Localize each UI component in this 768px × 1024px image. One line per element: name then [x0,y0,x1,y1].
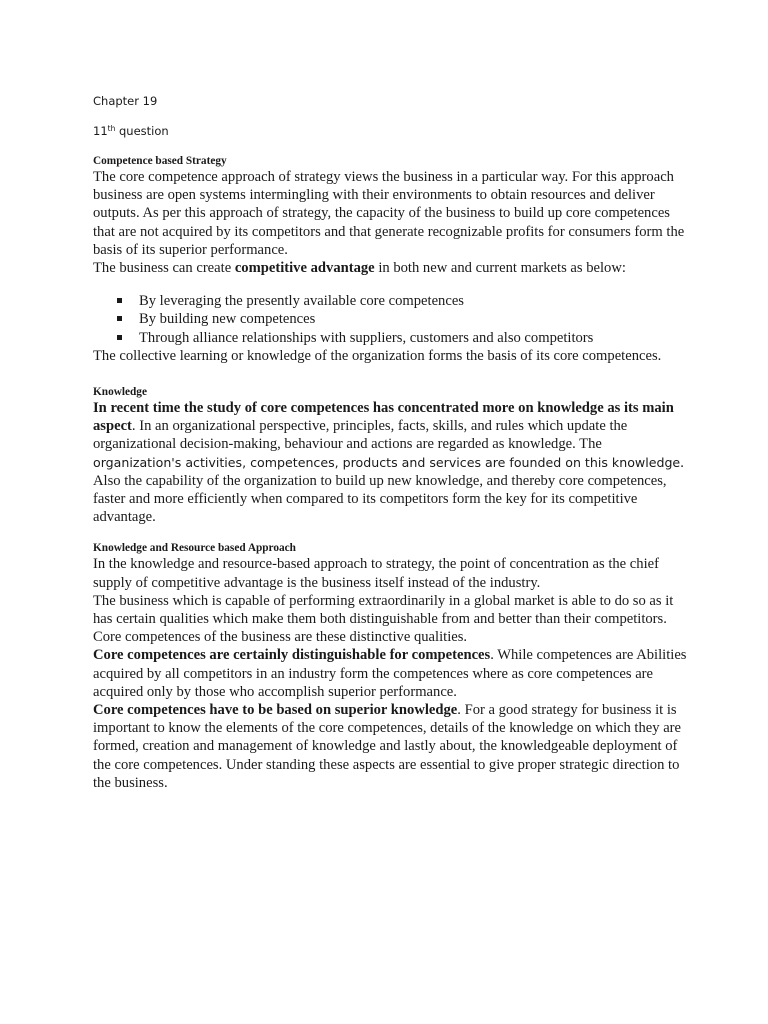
paragraph-global-market: The business which is capable of performing extraordinarily in a global market is able to do so as it has certain qualities which make them both distinguishable from and better than their competitors. Core competences of the business are these distinctive qualities. [93,592,674,646]
list-item [93,292,693,310]
paragraph-knowledge [93,399,693,526]
question-number: 11 [93,124,108,138]
paragraph-text-sans: organization's activities, competences, products and services are founded on this knowledge [93,454,681,470]
paragraph-distinguishable [93,646,693,701]
list-item [93,329,693,347]
paragraph-resource-based-approach: In the knowledge and resource-based approach to strategy, the point of concentration as the chief supply of competitive advantage is the business itself instead of the industry. [93,556,659,591]
paragraph-text: . While competences are Abilities acquired by all competitors in an industry form the competences where as core competences are acquired only by those who accomplish superior performance. [93,647,687,700]
chapter-title: Chapter 19 [93,94,158,108]
bullet-list [93,292,693,347]
question-label [93,123,693,139]
paragraph-text: . In an organizational perspective, principles, facts, skills, and rules which update the organizational decision-making, behaviour and actions are regarded as knowledge. The [93,418,628,453]
list-item-text: Through alliance relationships with suppliers, customers and also competitors [139,329,594,346]
section-heading-competence-strategy: Competence based Strategy [93,155,227,167]
list-item [93,310,693,328]
bold-statement: Core competences have to be based on superior knowledge [93,702,458,719]
paragraph-competitive-advantage [93,259,693,277]
square-bullet-icon [117,316,122,321]
question-ordinal-suffix: th [107,124,116,133]
bold-statement: Core competences are certainly distinguishable for competences [93,647,491,664]
bold-term: competitive advantage [234,260,375,277]
paragraph-text: . Also the capability of the organization to build up new knowledge, and thereby core competences, faster and more efficiently when compared to its competitors form the key for its competitive advantage. [93,454,684,526]
paragraph-superior-knowledge [93,701,693,792]
paragraph-collective-learning: The collective learning or knowledge of the organization forms the basis of its core competences. [93,347,662,364]
paragraph-text: The business can create [93,260,235,277]
paragraph-core-competence-approach: The core competence approach of strategy views the business in a particular way. For this approach business are open systems intermingling with their environments to obtain resources and deliver outputs. As per this approach of strategy, the capacity of the business to build up core competences that are not acquired by its competitors and that generate recognizable profits for consumers form the basis of its superior performance. [93,169,685,258]
list-item-text: By leveraging the presently available core competences [139,293,464,310]
question-text: question [115,124,169,138]
list-item-text: By building new competences [139,311,316,328]
square-bullet-icon [117,298,122,303]
paragraph-text: in both new and current markets as below: [374,260,626,277]
section-heading-knowledge-resource: Knowledge and Resource based Approach [93,542,296,555]
bold-statement: In recent time the study of core competences has concentrated more on knowledge as its main aspect [93,400,674,435]
document-page [93,93,693,792]
section-heading-knowledge: Knowledge [93,386,147,399]
paragraph-text: . For a good strategy for business it is important to know the elements of the core competences, details of the knowledge on which they are formed, creation and management of knowledge and lastly about, the knowledgeable deployment of the core competences. Under standing these aspects are essential to give proper strategic direction to the business. [93,702,682,791]
square-bullet-icon [117,335,122,340]
